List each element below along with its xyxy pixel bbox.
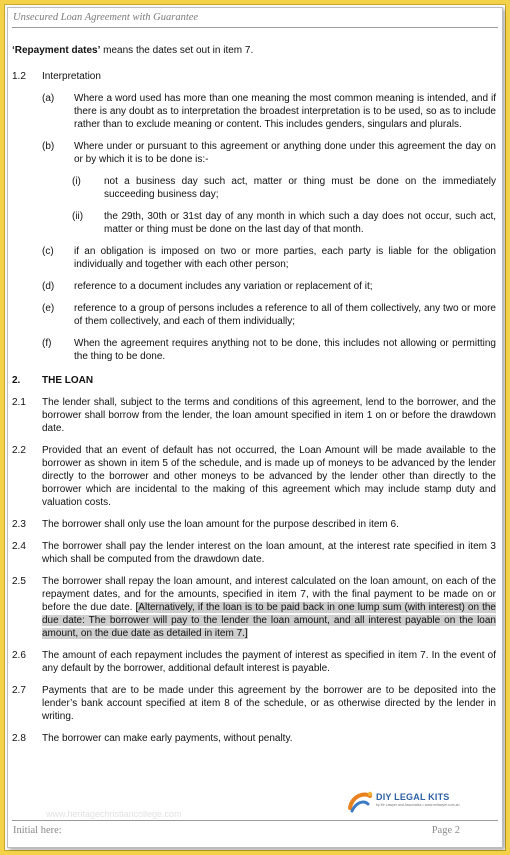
item-text: reference to a document includes any variation or replacement of it; xyxy=(74,281,373,292)
clause-number: 2.6 xyxy=(12,650,26,661)
interpretation-item-c xyxy=(12,245,496,271)
interpretation-item-b xyxy=(12,140,496,166)
item-text: Where a word used has more than one meaning the most common meaning is intended, and if there is any doubt as to interpretation the broadest interpretation is to be used, so as to include rather than to exclude meaning or content. This includes genders, singulars and plurals. xyxy=(74,93,496,130)
clause-text-main: The borrower shall repay the loan amount, and interest calculated on the loan amount, on each of the repayment dates, and for the amounts, specified in item 7, with the final payment to be made on or before the due date. xyxy=(42,576,496,613)
interpretation-subitem-ii xyxy=(12,210,496,236)
clause-text: Payments that are to be made under this agreement by the borrower are to be deposited into the lender’s bank account specified at item 8 of the schedule, or as otherwise directed by the lender in writing. xyxy=(42,685,496,722)
item-label: (d) xyxy=(42,281,55,292)
clause-2-2 xyxy=(12,444,496,509)
clause-text xyxy=(42,575,496,640)
interpretation-subitem-i xyxy=(12,175,496,201)
item-label: (c) xyxy=(42,246,54,257)
clause-number: 2.2 xyxy=(12,445,26,456)
clause-2-4 xyxy=(12,540,496,566)
watermark: www.heritagechristiancollege.com xyxy=(46,809,182,819)
clause-2-7 xyxy=(12,684,496,723)
item-label: (b) xyxy=(42,141,55,152)
running-header: Unsecured Loan Agreement with Guarantee xyxy=(13,12,199,23)
header-rule xyxy=(12,27,498,28)
logo-tagline: by Mr Lawyer and Associates • www.mrlawyer.com.au xyxy=(376,803,460,807)
clause-heading-1-2 xyxy=(12,70,496,83)
item-label: (e) xyxy=(42,303,55,314)
clause-title: Interpretation xyxy=(42,71,101,82)
clause-number: 2.7 xyxy=(12,685,26,696)
subitem-label: (ii) xyxy=(72,211,84,222)
subitem-text: the 29th, 30th or 31st day of any month in which such a day does not occur, such act, matter or thing must be done on the last day of that month. xyxy=(104,211,496,235)
footer-rule xyxy=(12,820,498,821)
clause-2-3 xyxy=(12,518,496,531)
subitem-text: not a business day such act, matter or thing must be done on the immediately succeeding business day; xyxy=(104,176,496,200)
interpretation-item-d xyxy=(12,280,496,293)
item-text: if an obligation is imposed on two or more parties, each party is liable for the obligation individually and together with each other person; xyxy=(74,246,496,270)
clause-text: Provided that an event of default has not occurred, the Loan Amount will be made available to the borrower as shown in item 5 of the schedule, and is made up of moneys to be advanced by the lender directly to the borrower and other moneys to be advanced by the lender other than directly to the borrower which are incidental to the making of this agreement which may include stamp duty and valuation costs. xyxy=(42,445,496,508)
diy-legal-kits-logo xyxy=(346,788,460,814)
clause-text: The borrower shall only use the loan amount for the purpose described in item 6. xyxy=(42,519,399,530)
document-page xyxy=(7,7,503,848)
definition-repayment-dates xyxy=(12,44,496,57)
initial-here-label: Initial here: xyxy=(13,825,62,836)
item-label: (a) xyxy=(42,93,55,104)
clause-number: 2.3 xyxy=(12,519,26,530)
clause-2-8 xyxy=(12,732,496,745)
clause-2-5 xyxy=(12,575,496,640)
definition-text: means the dates set out in item 7. xyxy=(100,45,254,56)
definition-term: ‘Repayment dates’ xyxy=(12,45,101,56)
clause-number: 1.2 xyxy=(12,71,26,82)
item-text: When the agreement requires anything not to be done, this includes not allowing or permitting the thing to be done. xyxy=(74,338,496,362)
logo-name: DIY LEGAL KITS xyxy=(376,792,450,802)
interpretation-item-f xyxy=(12,337,496,363)
item-text: reference to a group of persons includes a reference to all of them collectively, any two or more of them collectively, and each of them individually; xyxy=(74,303,496,327)
clause-number: 2.8 xyxy=(12,733,26,744)
section-heading-the-loan xyxy=(12,374,496,387)
clause-number: 2.4 xyxy=(12,541,26,552)
section-title: THE LOAN xyxy=(42,375,94,386)
clause-2-6 xyxy=(12,649,496,675)
alternative-highlight: [Alternatively, if the loan is to be paid back in one lump sum (with interest) on the due date: The borrower will pay to the lender the loan amount, and all interest payable on the loan amount, on the due date as detailed in item 7.] xyxy=(42,602,496,639)
clause-text: The borrower can make early payments, without penalty. xyxy=(42,733,293,744)
logo-swirl-icon xyxy=(346,788,374,814)
clause-number: 2.1 xyxy=(12,397,26,408)
page-number: Page 2 xyxy=(431,825,460,836)
subitem-label: (i) xyxy=(72,176,81,187)
item-text: Where under or pursuant to this agreement or anything done under this agreement the day on or by which it is to be done is:- xyxy=(74,141,496,165)
clause-text: The borrower shall pay the lender interest on the loan amount, at the interest rate specified in item 3 which shall be computed from the drawdown date. xyxy=(42,541,496,565)
clause-text: The amount of each repayment includes the payment of interest as specified in item 7. In the event of any default by the borrower, additional default interest is payable. xyxy=(42,650,496,674)
item-label: (f) xyxy=(42,338,52,349)
section-number: 2. xyxy=(12,375,21,386)
document-body xyxy=(12,44,496,745)
clause-2-1 xyxy=(12,396,496,435)
clause-number: 2.5 xyxy=(12,576,26,587)
clause-text: The lender shall, subject to the terms and conditions of this agreement, lend to the borrower, and the borrower shall borrow from the lender, the loan amount specified in item 1 on or before the drawdown date. xyxy=(42,397,496,434)
interpretation-item-a xyxy=(12,92,496,131)
interpretation-item-e xyxy=(12,302,496,328)
